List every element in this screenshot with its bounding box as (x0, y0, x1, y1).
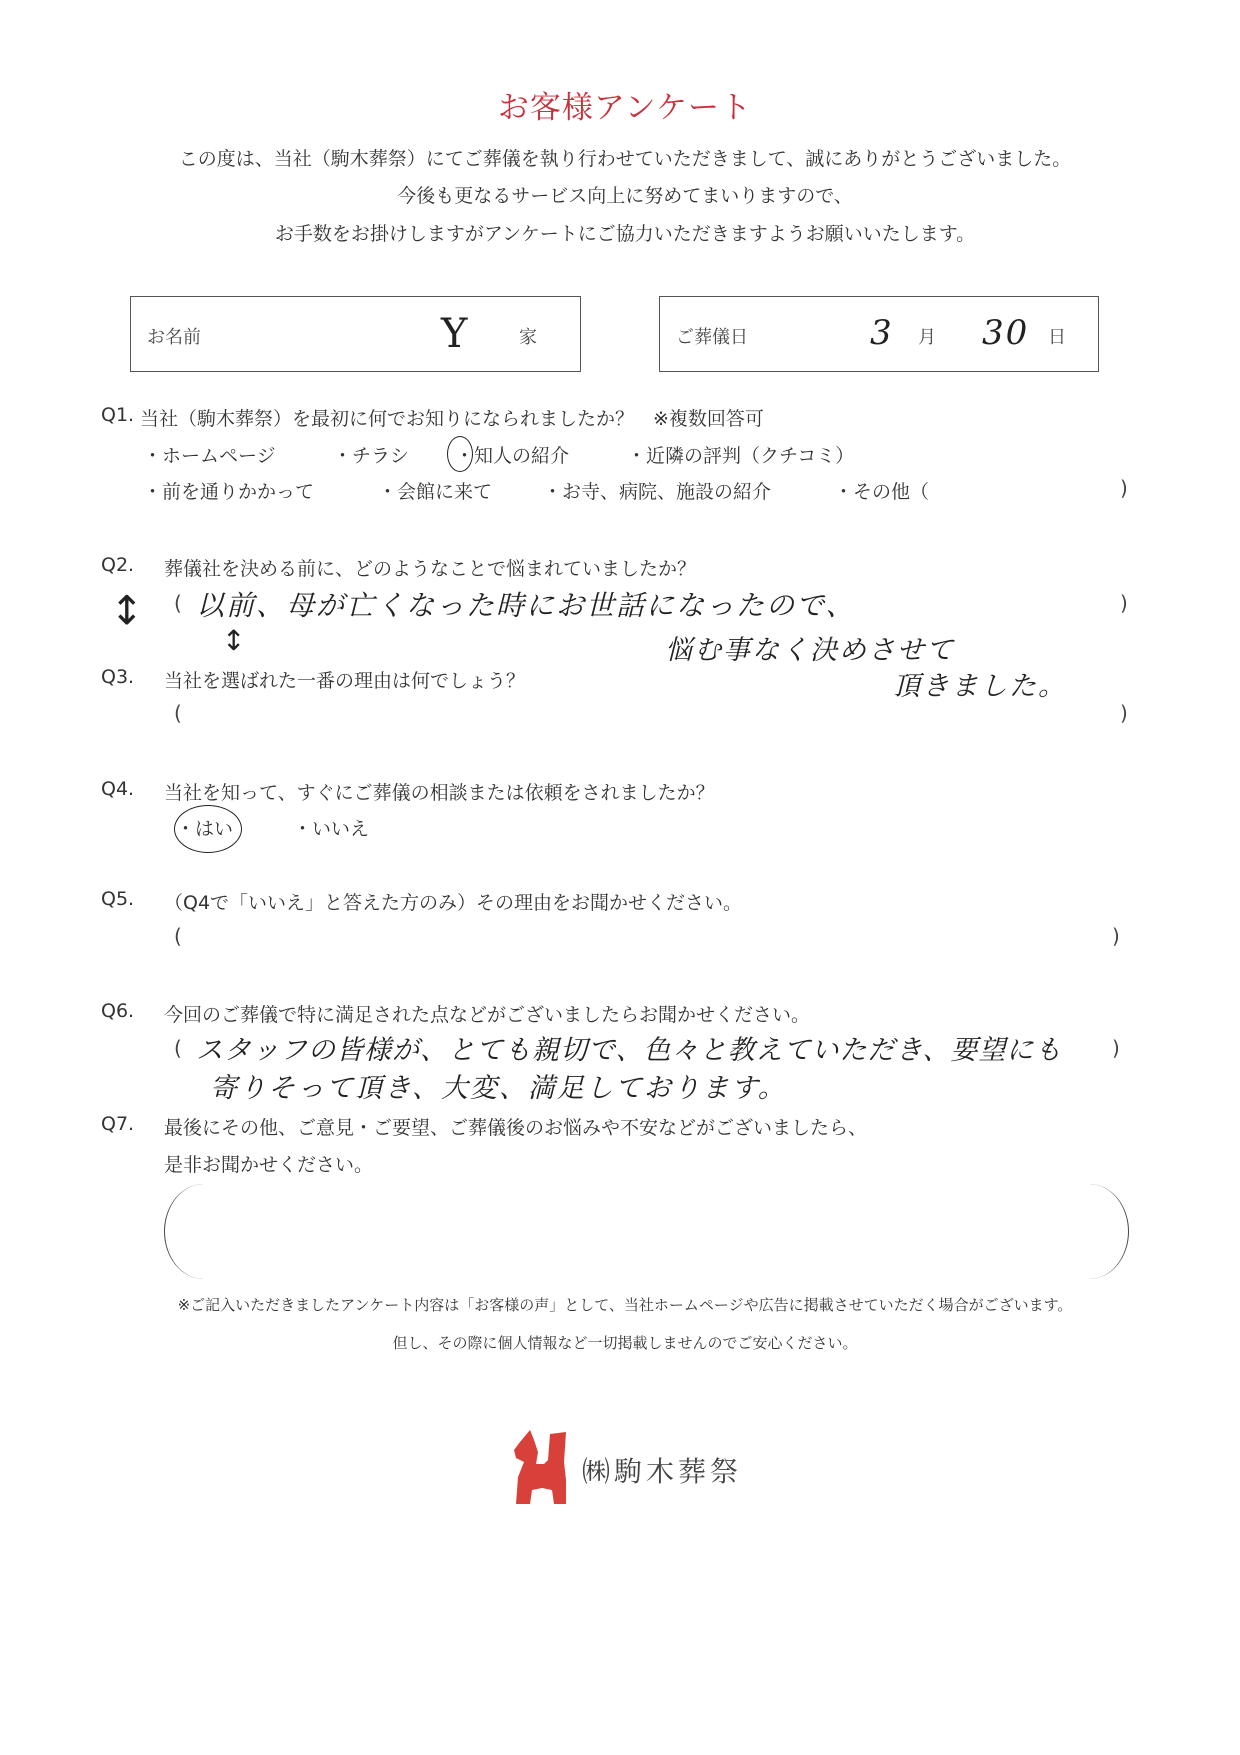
open-paren: ( (174, 701, 182, 725)
q1-option-other[interactable]: ・その他（ (834, 481, 930, 503)
intro-line-3: お手数をお掛けしますがアンケートにご協力いただきますようお願いいたします。 (274, 223, 976, 245)
name-label: お名前 (147, 327, 201, 348)
q3-answer-line-2: 頂きました。 (893, 671, 1067, 702)
q1-option-hall-visit[interactable]: ・会館に来て (378, 481, 493, 503)
q1-option-flyer[interactable]: ・チラシ (333, 445, 410, 467)
q1-number: Q1. (101, 404, 135, 426)
q6-number: Q6. (101, 1000, 135, 1022)
selection-circle (174, 805, 242, 853)
name-box (130, 296, 581, 372)
q1-option-referral[interactable]: ・知人の紹介 (455, 445, 570, 467)
q2-text: 葬儀社を決める前に、どのようなことで悩まれていましたか？ (164, 558, 697, 580)
q3-text: 当社を選ばれた一番の理由は何でしょう？ (164, 670, 526, 692)
q3-number: Q3. (101, 666, 135, 688)
q3-answer-line-1: 悩む事なく決めさせて (665, 635, 955, 666)
open-paren: ( (174, 924, 182, 948)
q5-text: （Q4で「いいえ」と答えた方のみ）その理由をお聞かせください。 (164, 892, 743, 914)
q7-text-line-1: 最後にその他、ご意見・ご要望、ご葬儀後のお悩みや不安などがございましたら、 (164, 1117, 868, 1139)
q6-answer-line-1: スタッフの皆様が、とても親切で、色々と教えていただき、要望にも (196, 1035, 1063, 1066)
q2-number: Q2. (101, 554, 135, 576)
close-paren: ) (1120, 701, 1128, 725)
intro-line-2: 今後も更なるサービス向上に努めてまいりますので、 (397, 185, 853, 207)
double-arrow-icon: ↕ (110, 588, 144, 634)
close-bracket (1088, 1184, 1129, 1279)
q2-answer: 以前、母が亡くなった時にお世話になったので、 (196, 589, 856, 622)
q6-text: 今回のご葬儀で特に満足された点などがございましたらお聞かせください。 (164, 1004, 811, 1026)
month-unit: 月 (918, 327, 936, 348)
survey-title: お客様アンケート (497, 90, 753, 126)
company-name: ㈱駒木葬祭 (582, 1455, 743, 1488)
q7-text-line-2: 是非お聞かせください。 (164, 1154, 374, 1176)
q1-text: 当社（駒木葬祭）を最初に何でお知りになられましたか？ ※複数回答可 (140, 408, 764, 430)
date-day: 30 (982, 313, 1030, 353)
company-logo (510, 1422, 790, 1507)
name-value: Y (441, 311, 470, 357)
day-unit: 日 (1048, 327, 1066, 348)
q1-option-reputation[interactable]: ・近隣の評判（クチコミ） (627, 445, 855, 467)
close-paren: ) (1112, 924, 1120, 948)
disclaimer-line-1: ※ご記入いただきましたアンケート内容は「お客様の声」として、当社ホームページや広告に掲載させていただく場合がございます。 (177, 1296, 1073, 1314)
open-paren: ( (174, 1036, 182, 1060)
q7-number: Q7. (101, 1113, 135, 1135)
open-paren: ( (174, 591, 182, 615)
double-arrow-icon: ↕ (222, 624, 246, 657)
close-paren: ) (1112, 1036, 1120, 1060)
close-paren: ) (1120, 476, 1128, 500)
date-month: 3 (870, 313, 894, 353)
intro-line-1: この度は、当社（駒木葬祭）にてご葬儀を執り行わせていただきまして、誠にありがとうございました。 (178, 148, 1072, 170)
date-label: ご葬儀日 (676, 327, 748, 348)
q4-text: 当社を知って、すぐにご葬儀の相談または依頼をされましたか？ (164, 782, 715, 804)
name-suffix: 家 (519, 327, 537, 348)
q1-option-temple-hospital[interactable]: ・お寺、病院、施設の紹介 (543, 481, 772, 503)
q4-number: Q4. (101, 778, 135, 800)
q4-option-yes[interactable]: ・はい (176, 818, 234, 840)
q1-option-homepage[interactable]: ・ホームページ (143, 445, 276, 467)
q4-option-no[interactable]: ・いいえ (293, 818, 370, 840)
q5-number: Q5. (101, 888, 135, 910)
date-box (659, 296, 1099, 372)
horse-logo-icon (510, 1422, 570, 1507)
q6-answer-line-2: 寄りそって頂き、大変、満足しております。 (210, 1073, 787, 1104)
q1-option-passing-by[interactable]: ・前を通りかかって (143, 481, 315, 503)
selection-circle (447, 436, 473, 472)
open-bracket (164, 1184, 205, 1279)
close-paren: ) (1120, 591, 1128, 615)
disclaimer-line-2: 但し、その際に個人情報など一切掲載しませんのでご安心ください。 (392, 1334, 858, 1352)
